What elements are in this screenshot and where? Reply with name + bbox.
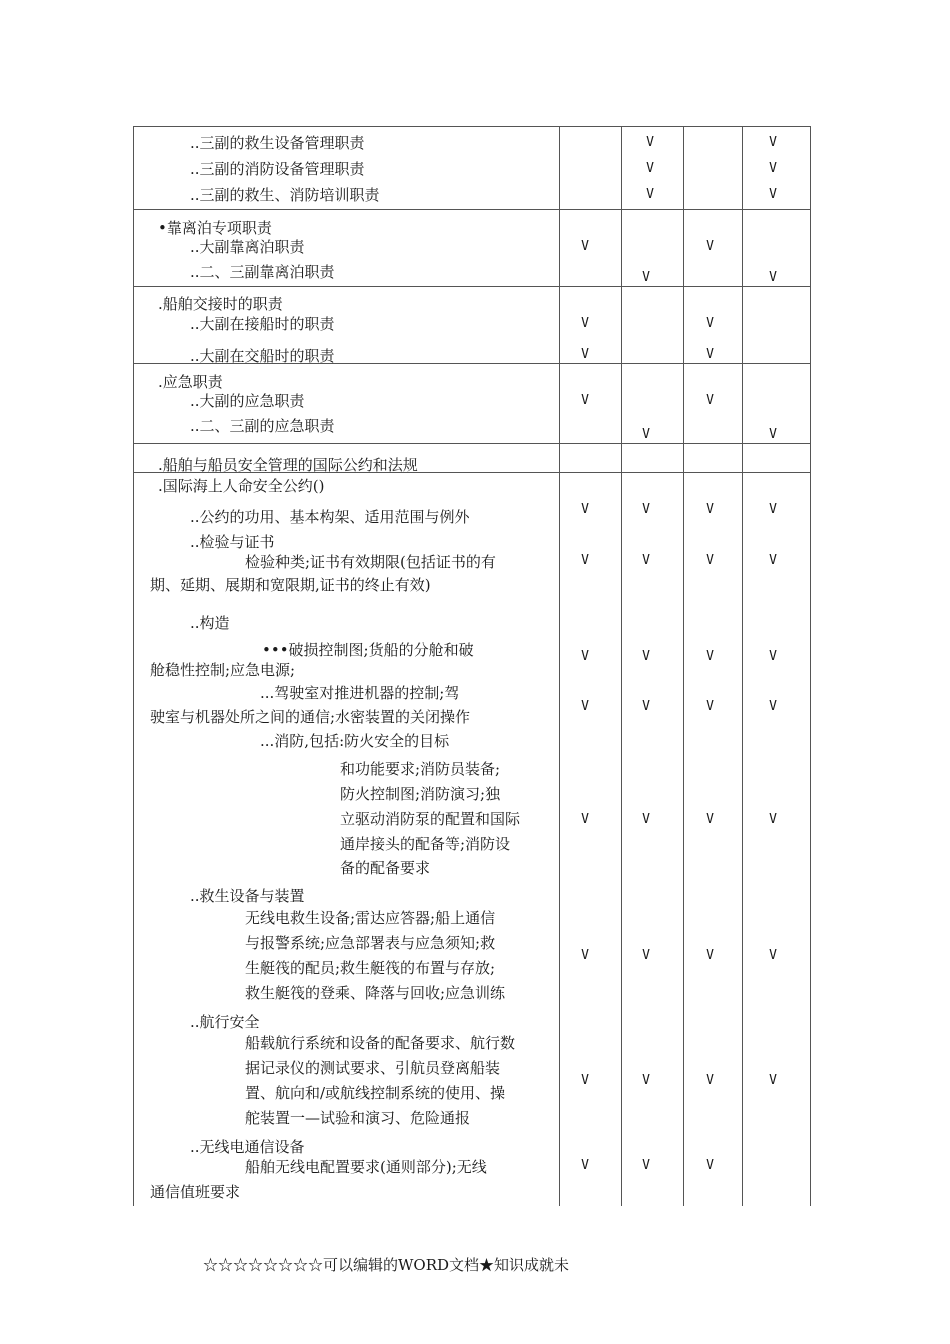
check-mark: V: [706, 393, 714, 408]
check-mark: V: [706, 502, 714, 517]
table-cell-text: 防火控制图;消防演习;独: [340, 785, 501, 803]
row-divider: [133, 209, 811, 210]
check-mark: V: [642, 812, 650, 827]
check-mark: V: [642, 699, 650, 714]
check-mark: V: [642, 502, 650, 517]
table-cell-text: ..三副的救生设备管理职责: [190, 134, 365, 152]
check-mark: V: [706, 699, 714, 714]
check-mark: V: [646, 187, 654, 202]
table-cell-text: ..大副的应急职责: [190, 392, 305, 410]
table-cell-text: 船舶无线电配置要求(通则部分);无线: [245, 1158, 487, 1176]
check-mark: V: [769, 812, 777, 827]
table-border-left: [133, 126, 134, 1206]
check-mark: V: [706, 948, 714, 963]
table-cell-text: 通信值班要求: [150, 1183, 241, 1201]
column-divider: [683, 126, 684, 1206]
check-mark: V: [581, 1073, 589, 1088]
check-mark: V: [769, 649, 777, 664]
table-cell-text: 通岸接头的配备等;消防设: [340, 835, 511, 853]
table-cell-text: ..公约的功用、基本构架、适用范围与例外: [190, 508, 470, 526]
table-cell-text: ..三副的救生、消防培训职责: [190, 186, 380, 204]
table-cell-text: ..大副在交船时的职责: [190, 347, 335, 365]
table-cell-text: ..构造: [190, 614, 230, 632]
check-mark: V: [769, 1073, 777, 1088]
table-cell-text: ...驾驶室对推进机器的控制;驾: [260, 684, 460, 702]
table-cell-text: ...消防,包括:防火安全的目标: [260, 732, 450, 750]
check-mark: V: [642, 1158, 650, 1173]
table-cell-text: ..二、三副的应急职责: [190, 417, 335, 435]
table-cell-text: .应急职责: [158, 373, 223, 391]
check-mark: V: [642, 270, 650, 285]
check-mark: V: [581, 502, 589, 517]
check-mark: V: [642, 649, 650, 664]
table-border-right: [810, 126, 811, 1206]
table-cell-text: 期、延期、展期和宽限期,证书的终止有效): [150, 576, 431, 594]
check-mark: V: [769, 948, 777, 963]
check-mark: V: [769, 699, 777, 714]
check-mark: V: [769, 502, 777, 517]
table-cell-text: ..无线电通信设备: [190, 1138, 305, 1156]
table-cell-text: ..检验与证书: [190, 533, 275, 551]
table-cell-text: 船载航行系统和设备的配备要求、航行数: [245, 1034, 516, 1052]
check-mark: V: [642, 948, 650, 963]
table-cell-text: 据记录仪的测试要求、引航员登离船装: [245, 1059, 501, 1077]
table-cell-text: ..大副靠离泊职责: [190, 238, 305, 256]
table-cell-text: 与报警系统;应急部署表与应急须知;救: [245, 934, 496, 952]
table-cell-text: •靠离泊专项职责: [158, 219, 272, 237]
check-mark: V: [581, 699, 589, 714]
row-divider: [133, 286, 811, 287]
table-cell-text: ..航行安全: [190, 1013, 260, 1031]
check-mark: V: [706, 649, 714, 664]
check-mark: V: [642, 1073, 650, 1088]
footer-note: ☆☆☆☆☆☆☆☆可以编辑的WORD文档★知识成就未: [203, 1256, 570, 1274]
check-mark: V: [642, 553, 650, 568]
check-mark: V: [706, 553, 714, 568]
check-mark: V: [581, 948, 589, 963]
table-cell-text: .船舶与船员安全管理的国际公约和法规: [158, 456, 418, 474]
check-mark: V: [706, 1158, 714, 1173]
table-cell-text: ..救生设备与装置: [190, 887, 305, 905]
check-mark: V: [769, 135, 777, 150]
check-mark: V: [769, 161, 777, 176]
table-cell-text: 驶室与机器处所之间的通信;水密装置的关闭操作: [150, 708, 471, 726]
table-cell-text: 检验种类;证书有效期限(包括证书的有: [245, 553, 496, 571]
check-mark: V: [706, 239, 714, 254]
check-mark: V: [706, 1073, 714, 1088]
check-mark: V: [581, 553, 589, 568]
check-mark: V: [581, 239, 589, 254]
check-mark: V: [769, 553, 777, 568]
check-mark: V: [706, 812, 714, 827]
column-divider: [621, 126, 622, 1206]
table-cell-text: 置、航向和/或航线控制系统的使用、操: [245, 1084, 506, 1102]
check-mark: V: [581, 812, 589, 827]
column-divider: [742, 126, 743, 1206]
check-mark: V: [646, 135, 654, 150]
check-mark: V: [581, 393, 589, 408]
check-mark: V: [642, 427, 650, 442]
table-cell-text: 舵装置一—试验和演习、危险通报: [245, 1109, 471, 1127]
table-cell-text: 立驱动消防泵的配置和国际: [340, 810, 521, 828]
check-mark: V: [581, 347, 589, 362]
table-cell-text: 无线电救生设备;雷达应答器;船上通信: [245, 909, 496, 927]
table-cell-text: 舱稳性控制;应急电源;: [150, 661, 296, 679]
table-cell-text: •••破损控制图;货船的分舱和破: [262, 641, 474, 659]
check-mark: V: [706, 316, 714, 331]
check-mark: V: [581, 316, 589, 331]
table-cell-text: ..三副的消防设备管理职责: [190, 160, 365, 178]
table-cell-text: ..二、三副靠离泊职责: [190, 263, 335, 281]
table-cell-text: ..大副在接船时的职责: [190, 315, 335, 333]
check-mark: V: [769, 187, 777, 202]
check-mark: V: [706, 347, 714, 362]
table-cell-text: 生艇筏的配员;救生艇筏的布置与存放;: [245, 959, 496, 977]
check-mark: V: [769, 427, 777, 442]
check-mark: V: [581, 649, 589, 664]
table-cell-text: .国际海上人命安全公约(): [158, 477, 325, 495]
table-cell-text: 救生艇筏的登乘、降落与回收;应急训练: [245, 984, 506, 1002]
row-divider: [133, 443, 811, 444]
check-mark: V: [581, 1158, 589, 1173]
check-mark: V: [769, 270, 777, 285]
row-divider: [133, 126, 811, 127]
table-cell-text: 和功能要求;消防员装备;: [340, 760, 501, 778]
table-cell-text: .船舶交接时的职责: [158, 295, 283, 313]
column-divider: [559, 126, 560, 1206]
check-mark: V: [646, 161, 654, 176]
table-cell-text: 备的配备要求: [340, 859, 431, 877]
